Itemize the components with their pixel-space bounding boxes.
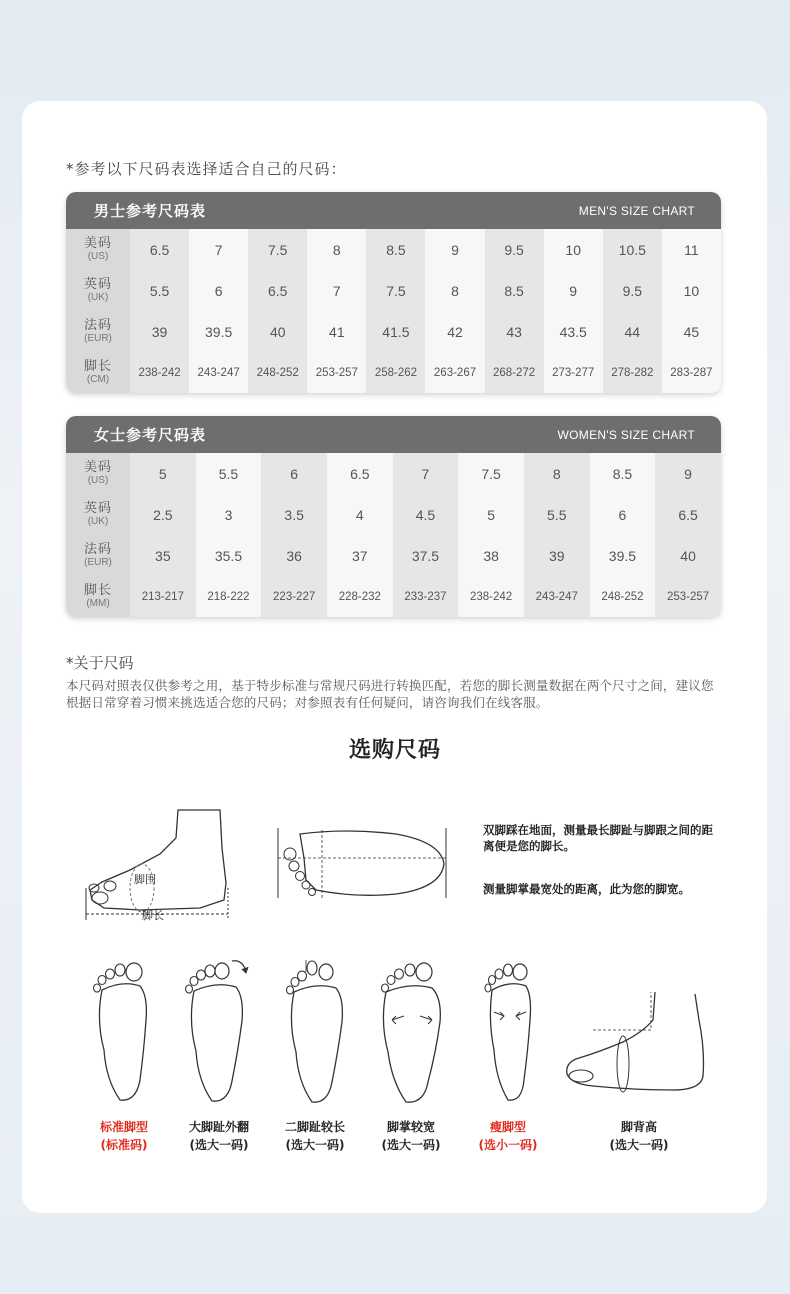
foot-type-advice: (选大一码) xyxy=(609,1138,669,1152)
row-label-unit: (EUR) xyxy=(84,333,112,345)
table-cell: 263-267 xyxy=(425,352,484,393)
table-cell: 43.5 xyxy=(544,311,603,352)
table-cell: 39 xyxy=(130,311,189,352)
table-cell: 278-282 xyxy=(603,352,662,393)
about-text: 本尺码对照表仅供参考之用，基于特步标准与常规尺码进行转换匹配，若您的脚长测量数据在两个尺寸之间，建议您根据日常穿着习惯来挑选适合您的尺码；对参照表有任何疑问，请咨询我们在线客服。 xyxy=(66,678,714,710)
foot-type-name: 大脚趾外翻 xyxy=(188,1120,249,1134)
foot-type-name: 标准脚型 xyxy=(99,1120,148,1134)
women-chart-title-en: WOMEN'S SIZE CHART xyxy=(557,427,695,442)
table-cell: 248-252 xyxy=(590,576,656,617)
table-cell: 40 xyxy=(248,311,307,352)
row-label-unit: (UK) xyxy=(87,516,109,528)
table-cell: 4.5 xyxy=(393,494,459,535)
foot-type-name: 二脚趾较长 xyxy=(284,1120,345,1134)
foot-type-advice: (选大一码) xyxy=(285,1138,345,1152)
foot-type-advice: (选小一码) xyxy=(478,1138,538,1152)
row-label-unit: (CM) xyxy=(86,374,110,386)
foot-type-caption xyxy=(79,1118,169,1154)
table-cell: 243-247 xyxy=(524,576,590,617)
table-cell: 8.5 xyxy=(366,229,425,270)
foot-type-caption xyxy=(366,1118,456,1154)
table-cell: 10 xyxy=(544,229,603,270)
row-label-name: 英码 xyxy=(83,276,112,292)
table-cell: 36 xyxy=(261,535,327,576)
table-cell: 10 xyxy=(662,270,721,311)
foot-type-name: 瘦脚型 xyxy=(489,1120,526,1134)
foot-long-second-toe-illustration xyxy=(286,958,348,1104)
row-label xyxy=(66,311,130,352)
table-cell: 6.5 xyxy=(248,270,307,311)
length-label: 脚长 xyxy=(142,909,164,922)
table-cell: 9.5 xyxy=(485,229,544,270)
foot-high-instep-illustration xyxy=(563,990,708,1102)
row-label xyxy=(66,576,130,617)
table-cell: 8.5 xyxy=(590,453,656,494)
foot-bunion-illustration xyxy=(186,955,250,1105)
table-cell: 5 xyxy=(130,453,196,494)
table-cell: 5.5 xyxy=(196,453,262,494)
women-chart-header xyxy=(66,416,721,453)
row-label-name: 美码 xyxy=(83,459,112,475)
table-cell: 238-242 xyxy=(458,576,524,617)
row-label-name: 法码 xyxy=(83,317,112,333)
table-row xyxy=(66,535,721,576)
table-cell: 233-237 xyxy=(393,576,459,617)
men-chart-title: 男士参考尺码表 xyxy=(94,202,207,220)
foot-wide-illustration xyxy=(380,958,444,1104)
table-cell: 10.5 xyxy=(603,229,662,270)
table-cell: 283-287 xyxy=(662,352,721,393)
table-cell: 3.5 xyxy=(261,494,327,535)
table-cell: 8.5 xyxy=(485,270,544,311)
table-cell: 258-262 xyxy=(366,352,425,393)
row-label-name: 脚长 xyxy=(83,358,112,374)
table-row xyxy=(66,311,721,352)
table-cell: 5 xyxy=(458,494,524,535)
table-cell: 7 xyxy=(189,229,248,270)
table-cell: 3 xyxy=(196,494,262,535)
table-cell: 243-247 xyxy=(189,352,248,393)
row-label xyxy=(66,270,130,311)
guide-title: 选购尺码 xyxy=(348,738,441,763)
table-cell: 38 xyxy=(458,535,524,576)
table-cell: 213-217 xyxy=(130,576,196,617)
table-cell: 43 xyxy=(485,311,544,352)
women-size-chart xyxy=(66,416,721,617)
table-row xyxy=(66,352,721,393)
foot-type-name: 脚掌较宽 xyxy=(386,1120,435,1134)
row-label xyxy=(66,229,130,270)
table-cell: 7.5 xyxy=(458,453,524,494)
table-row xyxy=(66,494,721,535)
row-label-name: 英码 xyxy=(83,500,112,516)
women-chart-body xyxy=(66,453,721,617)
width-note: 测量脚掌最宽处的距离，此为您的脚宽。 xyxy=(483,882,690,896)
table-cell: 8 xyxy=(425,270,484,311)
foot-type-name: 脚背高 xyxy=(620,1120,657,1134)
table-cell: 248-252 xyxy=(248,352,307,393)
table-cell: 39.5 xyxy=(590,535,656,576)
table-cell: 6.5 xyxy=(130,229,189,270)
table-cell: 218-222 xyxy=(196,576,262,617)
foot-type-caption xyxy=(270,1118,360,1154)
table-cell: 6.5 xyxy=(655,494,721,535)
intro-text: *参考以下尺码表选择适合自己的尺码： xyxy=(66,160,347,178)
foot-type-caption xyxy=(594,1118,684,1154)
men-chart-header xyxy=(66,192,721,229)
table-cell: 6 xyxy=(590,494,656,535)
row-label-unit: (EUR) xyxy=(84,557,112,569)
table-cell: 7 xyxy=(307,270,366,311)
table-cell: 37 xyxy=(327,535,393,576)
foot-type-advice: (选大一码) xyxy=(189,1138,249,1152)
table-cell: 5.5 xyxy=(524,494,590,535)
table-cell: 35.5 xyxy=(196,535,262,576)
table-row xyxy=(66,270,721,311)
table-row xyxy=(66,229,721,270)
table-cell: 44 xyxy=(603,311,662,352)
table-cell: 9 xyxy=(544,270,603,311)
top-foot-illustration xyxy=(276,828,448,900)
table-cell: 273-277 xyxy=(544,352,603,393)
table-cell: 2.5 xyxy=(130,494,196,535)
table-row xyxy=(66,453,721,494)
table-cell: 35 xyxy=(130,535,196,576)
foot-type-advice: (选大一码) xyxy=(381,1138,441,1152)
row-label-unit: (US) xyxy=(87,475,109,487)
row-label-unit: (US) xyxy=(87,251,109,263)
foot-type-caption xyxy=(463,1118,553,1154)
table-cell: 7.5 xyxy=(366,270,425,311)
table-cell: 8 xyxy=(307,229,366,270)
table-cell: 9.5 xyxy=(603,270,662,311)
row-label xyxy=(66,352,130,393)
table-cell: 238-242 xyxy=(130,352,189,393)
table-cell: 253-257 xyxy=(307,352,366,393)
women-chart-title: 女士参考尺码表 xyxy=(94,426,207,444)
row-label-name: 脚长 xyxy=(83,582,112,598)
row-label-name: 美码 xyxy=(83,235,112,251)
row-label xyxy=(66,453,130,494)
table-row xyxy=(66,576,721,617)
row-label xyxy=(66,535,130,576)
table-cell: 45 xyxy=(662,311,721,352)
row-label-name: 法码 xyxy=(83,541,112,557)
table-cell: 6 xyxy=(261,453,327,494)
table-cell: 42 xyxy=(425,311,484,352)
table-cell: 4 xyxy=(327,494,393,535)
table-cell: 39.5 xyxy=(189,311,248,352)
row-label-unit: (UK) xyxy=(87,292,109,304)
length-note: 双脚踩在地面，测量最长脚趾与脚跟之间的距离便是您的脚长。 xyxy=(483,823,713,853)
foot-slim-illustration xyxy=(482,960,538,1104)
table-cell: 268-272 xyxy=(485,352,544,393)
table-cell: 6.5 xyxy=(327,453,393,494)
table-cell: 11 xyxy=(662,229,721,270)
about-title: *关于尺码 xyxy=(66,654,134,672)
table-cell: 223-227 xyxy=(261,576,327,617)
table-cell: 228-232 xyxy=(327,576,393,617)
table-cell: 253-257 xyxy=(655,576,721,617)
row-label-unit: (MM) xyxy=(86,598,110,610)
table-cell: 37.5 xyxy=(393,535,459,576)
girth-label: 脚围 xyxy=(134,873,156,886)
row-label xyxy=(66,494,130,535)
foot-type-advice: (标准码) xyxy=(100,1138,148,1152)
table-cell: 7 xyxy=(393,453,459,494)
table-cell: 41 xyxy=(307,311,366,352)
table-cell: 9 xyxy=(425,229,484,270)
table-cell: 8 xyxy=(524,453,590,494)
foot-standard-illustration xyxy=(92,960,152,1104)
table-cell: 41.5 xyxy=(366,311,425,352)
men-chart-title-en: MEN'S SIZE CHART xyxy=(578,203,695,218)
table-cell: 7.5 xyxy=(248,229,307,270)
table-cell: 39 xyxy=(524,535,590,576)
foot-type-caption xyxy=(174,1118,264,1154)
table-cell: 40 xyxy=(655,535,721,576)
table-cell: 5.5 xyxy=(130,270,189,311)
table-cell: 9 xyxy=(655,453,721,494)
table-cell: 6 xyxy=(189,270,248,311)
men-chart-body xyxy=(66,229,721,393)
men-size-chart xyxy=(66,192,721,393)
